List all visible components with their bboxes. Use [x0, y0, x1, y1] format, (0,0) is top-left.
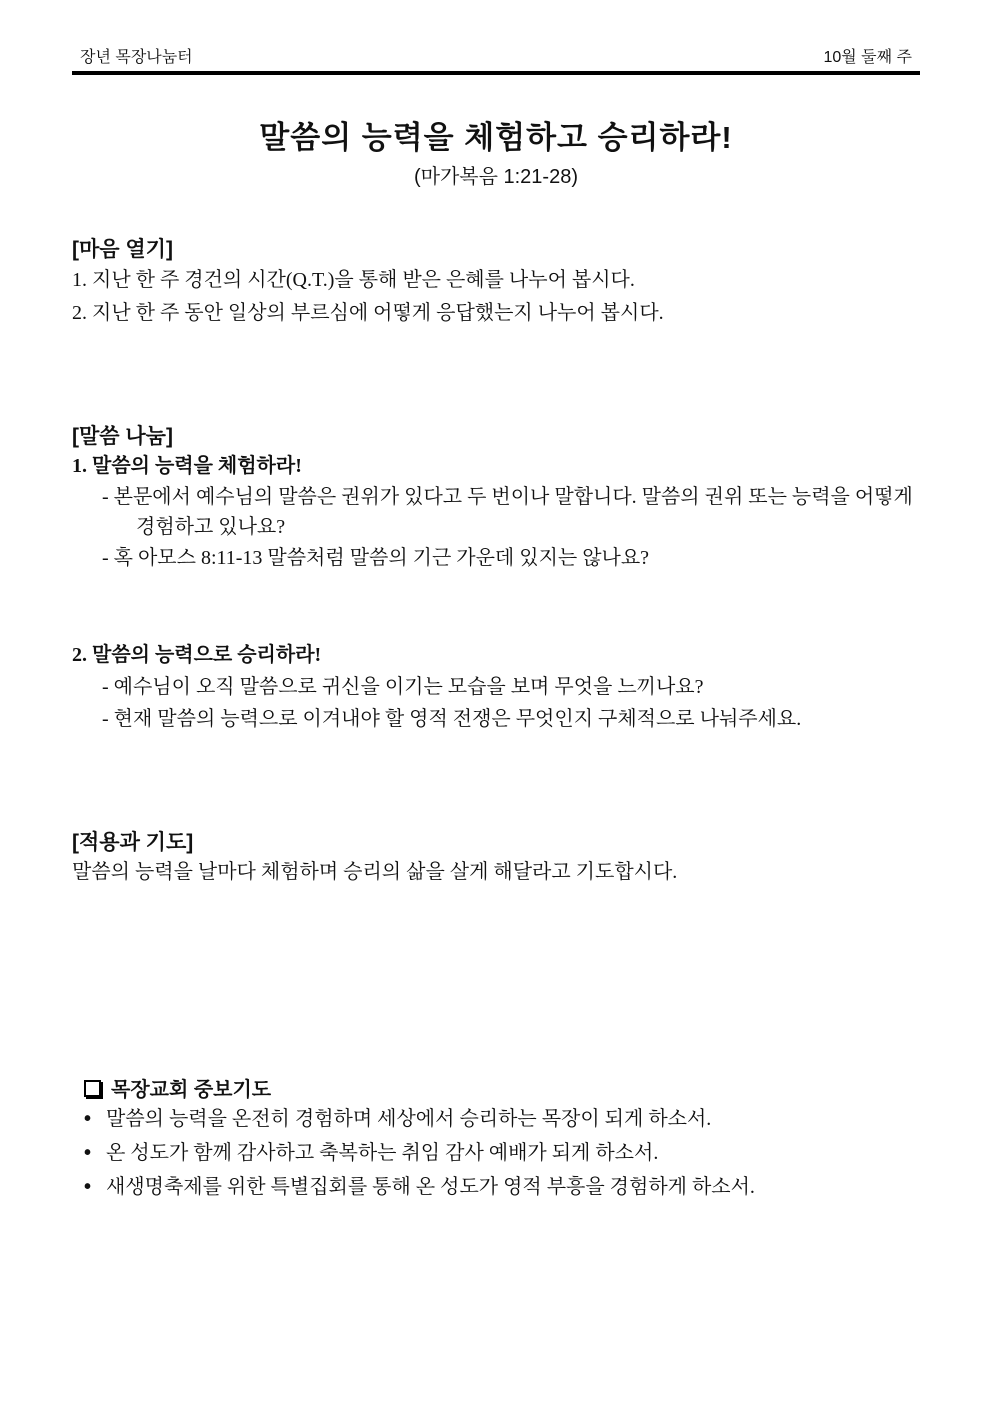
open-heart-heading: [마음 열기] — [72, 238, 173, 261]
question-2-sub-2: - 현재 말씀의 능력으로 이겨내야 할 영적 전쟁은 무엇인지 구체적으로 나눠주세요. — [102, 708, 802, 730]
application-text: 말씀의 능력을 날마다 체험하며 승리의 삶을 살게 해달라고 기도합시다. — [72, 861, 678, 883]
bullet-icon: • — [84, 1108, 92, 1130]
open-heart-item-1: 1. 지난 한 주 경건의 시간(Q.T.)을 통해 받은 은혜를 나누어 봅시다. — [72, 269, 635, 291]
checkbox-icon — [84, 1080, 101, 1097]
intercession-heading: 목장교회 중보기도 — [111, 1079, 272, 1101]
intercession-heading-row — [84, 1073, 271, 1102]
header-divider — [72, 71, 920, 75]
intercession-item-2 — [84, 1138, 932, 1168]
intercession-item-1 — [84, 1104, 932, 1134]
intercession-item-3 — [84, 1172, 932, 1202]
intercession-item-text: 새생명축제를 위한 특별집회를 통해 온 성도가 영적 부흥을 경험하게 하소서. — [106, 1176, 755, 1198]
page-subtitle: (마가복음 1:21-28) — [414, 166, 578, 188]
word-sharing-heading: [말씀 나눔] — [72, 425, 173, 448]
question-2-title: 2. 말씀의 능력으로 승리하라! — [72, 644, 322, 666]
header-left-label: 장년 목장나눔터 — [80, 49, 193, 66]
intercession-item-text: 말씀의 능력을 온전히 경험하며 세상에서 승리하는 목장이 되게 하소서. — [106, 1108, 712, 1130]
bullet-icon: • — [84, 1176, 92, 1198]
question-1-sub-2: - 혹 아모스 8:11-13 말씀처럼 말씀의 기근 가운데 있지는 않나요? — [102, 547, 650, 569]
question-2-sub-1: - 예수님이 오직 말씀으로 귀신을 이기는 모습을 보며 무엇을 느끼나요? — [102, 676, 704, 698]
intercession-item-text: 온 성도가 함께 감사하고 축복하는 취임 감사 예배가 되게 하소서. — [106, 1142, 659, 1164]
question-1-title: 1. 말씀의 능력을 체험하라! — [72, 455, 302, 477]
question-1-sub-1: - 본문에서 예수님의 말씀은 권위가 있다고 두 번이나 말합니다. 말씀의 권위 또는 능력을 어떻게 경험하고 있나요? — [102, 486, 913, 538]
page-title: 말씀의 능력을 체험하고 승리하라! — [259, 120, 733, 155]
open-heart-item-2: 2. 지난 한 주 동안 일상의 부르심에 어떻게 응답했는지 나누어 봅시다. — [72, 302, 664, 324]
bullet-icon: • — [84, 1142, 92, 1164]
application-heading: [적용과 기도] — [72, 831, 194, 854]
page-header — [72, 44, 920, 66]
header-right-label: 10월 둘째 주 — [823, 49, 912, 66]
